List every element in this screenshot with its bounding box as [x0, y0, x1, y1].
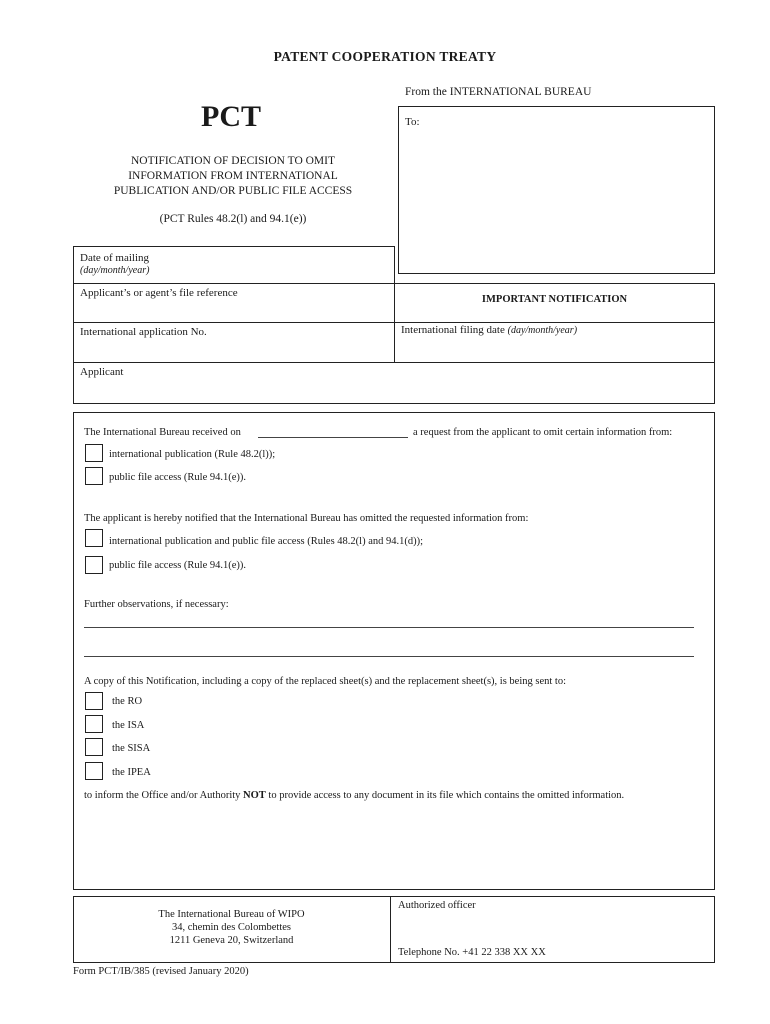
- applicant-label: Applicant: [80, 366, 124, 378]
- checkbox-sisa[interactable]: [85, 738, 103, 756]
- checkbox-intl-publication[interactable]: [85, 444, 103, 462]
- recipient-ipea: the IPEA: [112, 767, 151, 778]
- checkbox-ipea[interactable]: [85, 762, 103, 780]
- form-title: PATENT COOPERATION TREATY: [273, 49, 497, 64]
- option-intl-publication: international publication (Rule 48.2(l));: [109, 449, 276, 460]
- important-notification-label: IMPORTANT NOTIFICATION: [481, 294, 628, 305]
- further-observations-label: Further observations, if necessary:: [84, 599, 229, 610]
- footer-divider: [390, 896, 391, 963]
- recipient-isa: the ISA: [112, 720, 145, 731]
- intl-filing-date-format: (day/month/year): [507, 325, 578, 336]
- inform-suffix: to provide access to any document in its file which contains the omitted information.: [268, 790, 625, 801]
- checkbox-omitted-file-access[interactable]: [85, 556, 103, 574]
- intl-application-no-field[interactable]: [73, 322, 395, 363]
- checkbox-omitted-publication-and-file[interactable]: [85, 529, 103, 547]
- form-identifier: Form PCT/IB/385 (revised January 2020): [73, 966, 249, 977]
- notification-title-line-1: NOTIFICATION OF DECISION TO OMIT: [130, 155, 336, 167]
- wipo-address: [73, 908, 390, 947]
- inform-office-text: [84, 790, 624, 801]
- file-reference-field[interactable]: [73, 283, 395, 323]
- telephone-number: Telephone No. +41 22 338 XX XX: [398, 947, 546, 958]
- received-date-blank[interactable]: [258, 437, 408, 438]
- intl-filing-date-label: International filing date: [401, 324, 505, 336]
- notification-title-line-3: PUBLICATION AND/OR PUBLIC FILE ACCESS: [113, 185, 353, 197]
- notification-title: [72, 154, 394, 199]
- intl-filing-date-field[interactable]: [394, 322, 715, 363]
- checkbox-ro[interactable]: [85, 692, 103, 710]
- date-format-hint: (day/month/year): [80, 265, 150, 276]
- inform-not: NOT: [243, 790, 266, 801]
- notification-title-line-2: INFORMATION FROM INTERNATIONAL: [128, 170, 338, 182]
- intl-application-no-label: International application No.: [80, 326, 207, 338]
- pct-heading: PCT: [201, 100, 261, 133]
- checkbox-public-file-access[interactable]: [85, 467, 103, 485]
- to-address-box[interactable]: [398, 106, 715, 274]
- recipient-ro: the RO: [112, 696, 143, 707]
- checkbox-isa[interactable]: [85, 715, 103, 733]
- rules-reference: (PCT Rules 48.2(l) and 94.1(e)): [159, 213, 307, 225]
- received-on-suffix: a request from the applicant to omit certain information from:: [413, 427, 673, 438]
- main-section: [73, 412, 715, 890]
- applicant-field[interactable]: [73, 362, 715, 404]
- option-public-file-access: public file access (Rule 94.1(e)).: [109, 472, 247, 483]
- date-of-mailing-label: Date of mailing: [80, 252, 150, 264]
- date-of-mailing-field[interactable]: [73, 246, 395, 284]
- to-label: To:: [405, 116, 420, 128]
- option-omitted-file-access: public file access (Rule 94.1(e)).: [109, 560, 247, 571]
- wipo-address-line-3: 1211 Geneva 20, Switzerland: [169, 935, 294, 946]
- hereby-notified-text: The applicant is hereby notified that the International Bureau has omitted the requested information from:: [84, 513, 529, 524]
- observations-line-2[interactable]: [84, 656, 694, 657]
- from-bureau-label: From the INTERNATIONAL BUREAU: [405, 86, 592, 98]
- option-omitted-publication-and-file: international publication and public file access (Rules 48.2(l) and 94.1(d));: [109, 536, 424, 547]
- wipo-address-line-1: The International Bureau of WIPO: [158, 909, 305, 920]
- received-on-prefix: The International Bureau received on: [84, 427, 241, 438]
- inform-prefix: to inform the Office and/or Authority: [84, 790, 241, 801]
- important-notification-box: [394, 283, 715, 323]
- intl-filing-date-label-wrap: [401, 324, 577, 336]
- wipo-address-line-2: 34, chemin des Colombettes: [172, 922, 291, 933]
- file-reference-label: Applicant’s or agent’s file reference: [80, 287, 238, 299]
- received-on-line: [84, 427, 241, 438]
- authorized-officer-label: Authorized officer: [398, 900, 476, 911]
- copy-sent-text: A copy of this Notification, including a copy of the replaced sheet(s) and the replacement sheet(s), is being sent to:: [84, 676, 566, 687]
- observations-line-1[interactable]: [84, 627, 694, 628]
- recipient-sisa: the SISA: [112, 743, 151, 754]
